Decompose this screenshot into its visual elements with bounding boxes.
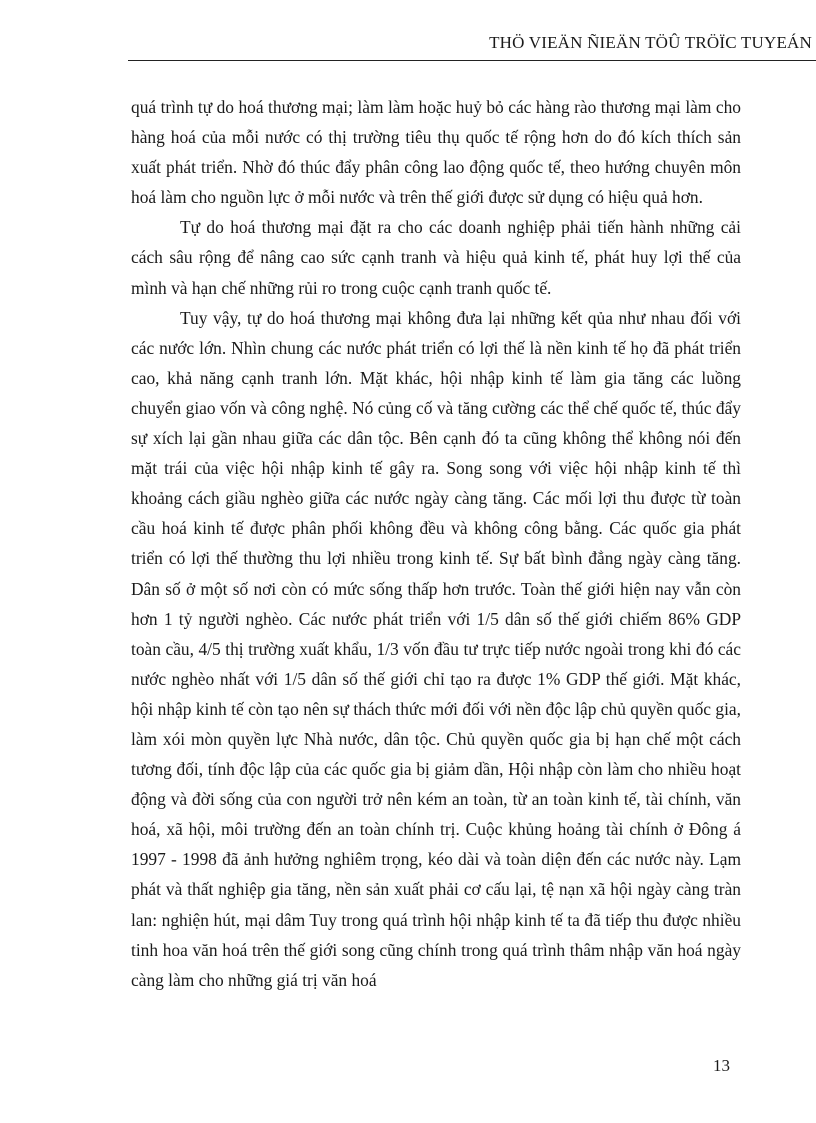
paragraph-2: Tự do hoá thương mại đặt ra cho các doanh nghiệp phải tiến hành những cải cách sâu rộng để nâng cao sức cạnh tranh và hiệu quả kinh tế, phát huy lợi thế của mình và hạn chế những rủi ro trong cuộc cạnh tranh quốc tế.	[131, 217, 741, 298]
paragraph-3: Tuy vậy, tự do hoá thương mại không đưa lại những kết qủa như nhau đối với các nước lớn. Nhìn chung các nước phát triển có lợi thế là nền kinh tế họ đã phát triển cao, khả năng cạnh tranh lớn. Mặt khác, hội nhập kinh tế làm gia tăng các luồng chuyển giao vốn và công nghệ. Nó củng cố và tăng cường các thể chế quốc tế, thúc đẩy sự xích lại gần nhau giữa các dân tộc. Bên cạnh đó ta cũng không thể không nói đến mặt trái của việc hội nhập kinh tế gây ra. Song song với việc hội nhập kinh tế thì khoảng cách giầu nghèo giữa các nước ngày càng tăng. Các mối lợi thu được từ toàn cầu hoá kinh tế được phân phối không đều và không công bằng. Các quốc gia phát triển có lợi thế thường thu lợi nhiều trong kinh tế. Sự bất bình đẳng ngày càng tăng. Dân số ở một số nơi còn có mức sống thấp hơn trước. Toàn thế giới hiện nay vẫn còn hơn 1 tỷ người nghèo. Các nước phát triển với 1/5 dân số thế giới chiếm 86% GDP toàn cầu, 4/5 thị trường xuất khẩu, 1/3 vốn đầu tư trực tiếp nước ngoài trong khi đó các nước nghèo nhất với 1/5 dân số thế giới chỉ tạo ra được 1% GDP thế giới. Mặt khác, hội nhập kinh tế còn tạo nên sự thách thức mới đối với nền độc lập chủ quyền quốc gia, làm xói mòn quyền lực Nhà nước, dân tộc. Chủ quyền quốc gia bị hạn chế một cách tương đối, tính độc lập của các quốc gia bị giảm dần, Hội nhập còn làm cho nhiều hoạt động và đời sống của con người trở nên kém an toàn, từ an toàn kinh tế, tài chính, văn hoá, xã hội, môi trường đến an toàn chính trị. Cuộc khủng hoảng tài chính ở Đông á 1997 - 1998 đã ảnh hưởng nghiêm trọng, kéo dài và toàn diện đến các nước này. Lạm phát và thất nghiệp gia tăng, nền sản xuất phải cơ cấu lại, tệ nạn xã hội ngày càng tràn lan: nghiện hút, mại dâm Tuy trong quá trình hội nhập kinh tế ta đã tiếp thu được nhiều tinh hoa văn hoá trên thế giới song cũng chính trong quá trình thâm nhập văn hoá ngày càng làm cho những giá trị văn hoá	[131, 307, 741, 990]
header-divider	[128, 60, 816, 61]
page-number: 13	[713, 1056, 730, 1075]
running-header: THÖ VIEÄN ÑIEÄN TÖÛ TRÖÏC TUYEÁN	[489, 33, 812, 52]
paragraph-1: quá trình tự do hoá thương mại; làm làm hoặc huỷ bỏ các hàng rào thương mại làm cho hàng hoá của mỗi nước có thị trường tiêu thụ quốc tế rộng hơn do đó kích thích sản xuất phát triển. Nhờ đó thúc đẩy phân công lao động quốc tế, theo hướng chuyên môn hoá làm cho nguồn lực ở mỗi nước và trên thế giới được sử dụng có hiệu quả hơn.	[131, 97, 741, 208]
body-text	[131, 92, 741, 995]
